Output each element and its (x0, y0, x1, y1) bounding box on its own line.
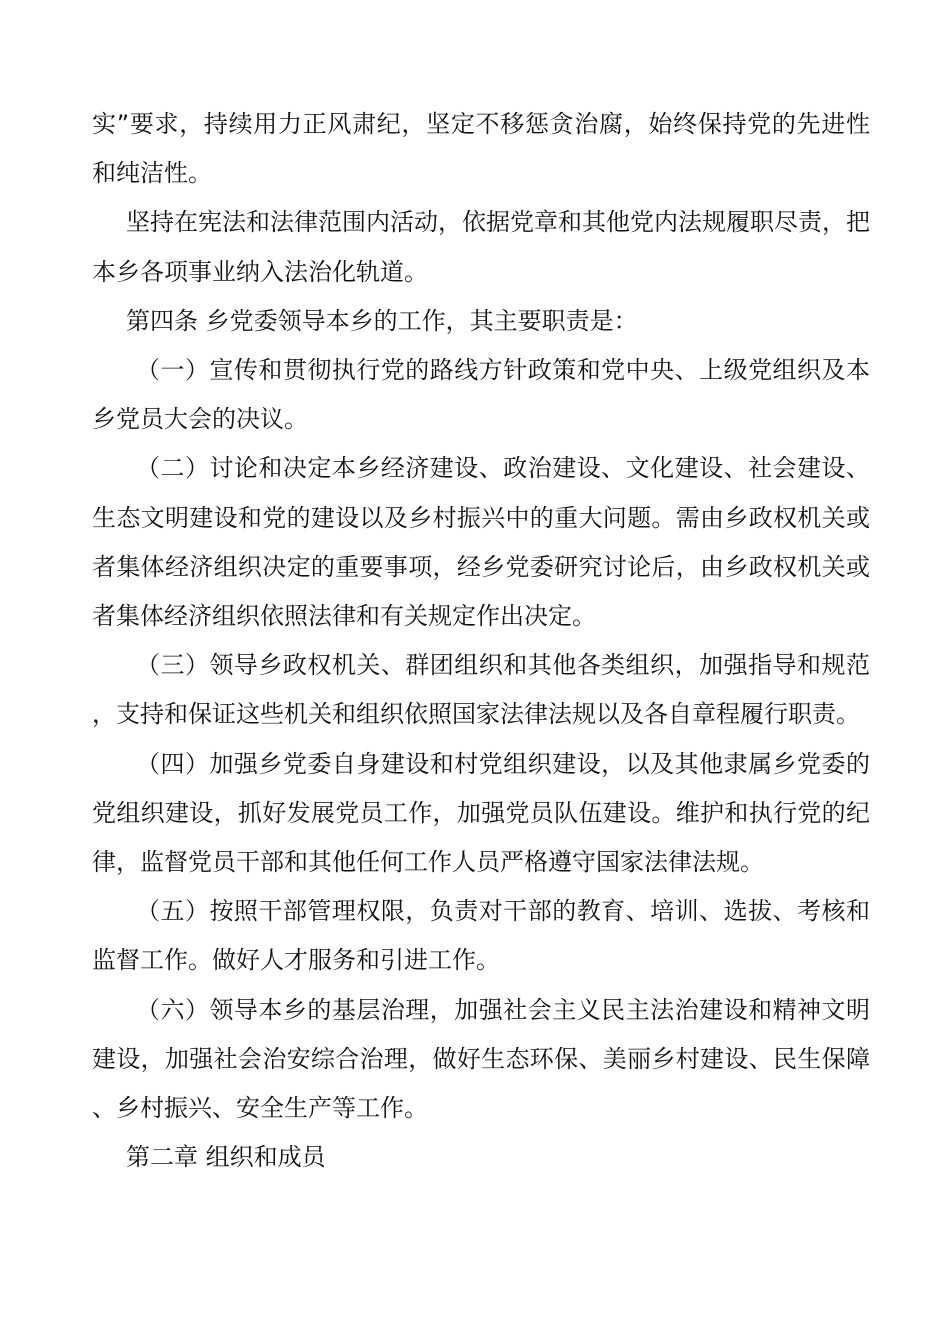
duty-item-4: （四）加强乡党委自身建设和村党组织建设，以及其他隶属乡党委的党组织建设，抓好发展党员工作，加强党员队伍建设。维护和执行党的纪律，监督党员干部和其他任何工作人员严格遵守国家法律法规。 (92, 749, 870, 877)
duty-item-1: （一）宣传和贯彻执行党的路线方针政策和党中央、上级党组织及本乡党员大会的决议。 (92, 356, 870, 434)
duty-item-2: （二）讨论和决定本乡经济建设、政治建设、文化建设、社会建设、生态文明建设和党的建设以及乡村振兴中的重大问题。需由乡政权机关或者集体经济组织决定的重要事项，经乡党委研究讨论后，由乡政权机关或者集体经济组织依照法律和有关规定作出决定。 (92, 454, 870, 631)
paragraph-rule-of-law: 坚持在宪法和法律范围内活动，依据党章和其他党内法规履职尽责，把本乡各项事业纳入法治化轨道。 (92, 208, 870, 286)
chapter-two-heading: 第二章 组织和成员 (126, 1143, 326, 1172)
paragraph-continuation: 实”要求，持续用力正风肃纪，坚定不移惩贪治腐，始终保持党的先进性和纯洁性。 (92, 110, 870, 188)
article-four-heading: 第四条 乡党委领导本乡的工作，其主要职责是： (126, 306, 638, 335)
duty-item-5: （五）按照干部管理权限，负责对干部的教育、培训、选拔、考核和监督工作。做好人才服务和引进工作。 (92, 897, 870, 975)
duty-item-6: （六）领导本乡的基层治理，加强社会主义民主法治建设和精神文明建设，加强社会治安综合治理，做好生态环保、美丽乡村建设、民生保障、乡村振兴、安全生产等工作。 (92, 995, 870, 1123)
duty-item-3: （三）领导乡政权机关、群团组织和其他各类组织，加强指导和规范，支持和保证这些机关和组织依照国家法律法规以及各自章程履行职责。 (92, 651, 870, 729)
document-body (92, 100, 870, 1182)
